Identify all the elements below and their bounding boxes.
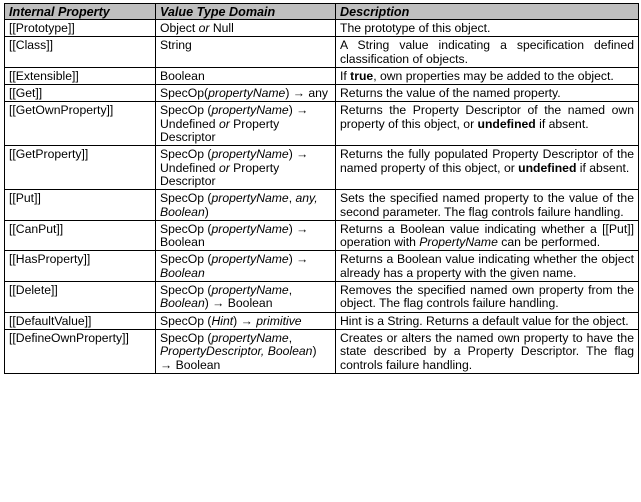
text-run: Boolean <box>160 68 205 83</box>
cell-internal-property: [[DefineOwnProperty]] <box>5 329 156 373</box>
internal-properties-table <box>4 3 639 374</box>
text-run: undefined <box>477 116 536 131</box>
cell-value-type-domain <box>156 85 336 102</box>
text-run: ) → Undefined <box>160 103 309 131</box>
cell-value-type-domain <box>156 220 336 251</box>
cell-internal-property: [[Delete]] <box>5 282 156 313</box>
cell-description <box>336 146 639 190</box>
cell-internal-property: [[DefaultValue]] <box>5 312 156 329</box>
cell-description <box>336 85 639 102</box>
cell-value-type-domain <box>156 312 336 329</box>
table-row <box>5 37 639 68</box>
cell-internal-property: [[HasProperty]] <box>5 251 156 282</box>
cell-description <box>336 251 639 282</box>
text-run: SpecOp ( <box>160 221 212 236</box>
cell-internal-property: [[CanPut]] <box>5 220 156 251</box>
header-description: Description <box>336 4 639 20</box>
cell-value-type-domain <box>156 67 336 84</box>
text-run: true <box>350 68 374 83</box>
header-row <box>5 4 639 20</box>
cell-description <box>336 220 639 251</box>
text-run: SpecOp ( <box>160 313 212 328</box>
cell-internal-property: [[GetOwnProperty]] <box>5 102 156 146</box>
text-run: Returns the Property Descriptor of the named own property of this object, or <box>340 103 634 131</box>
text-run: Returns the fully populated Property Descriptor of the named property of this object, or <box>340 147 634 175</box>
text-run: propertyName <box>211 191 289 206</box>
text-run: ) → any <box>285 86 329 101</box>
text-run: , <box>288 330 293 345</box>
cell-description <box>336 102 639 146</box>
table-body <box>5 20 639 374</box>
text-run: if absent. <box>535 116 589 131</box>
cell-value-type-domain <box>156 37 336 68</box>
text-run: SpecOp ( <box>160 252 212 267</box>
text-run: or <box>218 116 230 131</box>
text-run: primitive <box>256 313 302 328</box>
text-run: ) → Boolean <box>160 221 309 250</box>
text-run: ) → <box>288 252 309 267</box>
table-row <box>5 20 639 37</box>
text-run: can be performed. <box>497 235 601 250</box>
table-header <box>5 4 639 20</box>
text-run: Returns the value of the named property. <box>340 86 561 101</box>
cell-internal-property: [[GetProperty]] <box>5 146 156 190</box>
table-row <box>5 102 639 146</box>
text-run: , own properties may be added to the object. <box>373 68 614 83</box>
table-row <box>5 251 639 282</box>
text-run: Boolean <box>160 265 205 280</box>
cell-internal-property: [[Class]] <box>5 37 156 68</box>
text-run: Returns a Boolean value indicating whether the object already has a property with the given name. <box>340 252 634 280</box>
text-run: ) <box>204 204 209 219</box>
text-run: SpecOp ( <box>160 147 212 162</box>
cell-description <box>336 312 639 329</box>
text-run: ) → <box>233 313 257 328</box>
text-run: , <box>288 191 296 206</box>
text-run: Sets the specified named property to the value of the second parameter. The flag controls failure handling. <box>340 191 634 219</box>
cell-value-type-domain <box>156 251 336 282</box>
text-run: any, Boolean <box>160 191 318 219</box>
table-row <box>5 67 639 84</box>
text-run: Object <box>160 21 199 35</box>
text-run: propertyName <box>208 86 286 101</box>
text-run: ) → Boolean <box>160 344 317 372</box>
table-row <box>5 220 639 251</box>
text-run: propertyName <box>211 147 289 162</box>
text-run: If <box>340 68 351 83</box>
cell-description <box>336 20 639 37</box>
table-row <box>5 85 639 102</box>
text-run: ) → Undefined <box>160 147 309 175</box>
text-run: undefined <box>518 160 577 175</box>
table-row <box>5 329 639 373</box>
table-row <box>5 282 639 313</box>
cell-description <box>336 329 639 373</box>
text-run: Creates or alters the named own property to have the state described by a Property Descriptor. The flag controls failure handling. <box>340 330 634 372</box>
text-run: Returns a Boolean value indicating whether a [[Put]] operation with <box>340 221 634 250</box>
text-run: Property Descriptor <box>160 160 280 188</box>
document-page <box>4 3 638 374</box>
table-row <box>5 190 639 221</box>
text-run: SpecOp( <box>160 86 209 101</box>
text-run: SpecOp ( <box>160 283 212 298</box>
text-run: propertyName <box>211 221 289 236</box>
cell-internal-property: [[Put]] <box>5 190 156 221</box>
cell-description <box>336 37 639 68</box>
cell-internal-property: [[Get]] <box>5 85 156 102</box>
cell-internal-property: [[Prototype]] <box>5 20 156 37</box>
text-run: Hint <box>211 313 234 328</box>
text-run: String <box>160 38 192 53</box>
text-run: Hint is a String. Returns a default value for the object. <box>340 313 629 328</box>
text-run: propertyName <box>211 283 289 298</box>
cell-description <box>336 67 639 84</box>
text-run: Boolean <box>267 344 313 359</box>
text-run: or <box>218 160 230 175</box>
text-run: Null <box>209 21 234 35</box>
text-run: propertyName <box>211 330 289 345</box>
text-run: Property Descriptor <box>160 116 280 145</box>
cell-value-type-domain <box>156 282 336 313</box>
text-run: propertyName <box>211 103 289 118</box>
text-run: propertyName <box>211 252 289 267</box>
table-row <box>5 146 639 190</box>
cell-description <box>336 282 639 313</box>
text-run: PropertyDescriptor, <box>160 344 265 359</box>
text-run: SpecOp ( <box>160 103 212 118</box>
header-value-type-domain: Value Type Domain <box>156 4 336 20</box>
text-run: Boolean <box>160 296 205 311</box>
text-run: A String value indicating a specification defined classification of objects. <box>340 38 634 66</box>
text-run: PropertyName <box>419 235 498 250</box>
cell-value-type-domain <box>156 20 336 37</box>
table-row <box>5 312 639 329</box>
text-run: or <box>198 21 210 35</box>
cell-value-type-domain <box>156 190 336 221</box>
text-run: if absent. <box>576 160 630 175</box>
cell-value-type-domain <box>156 329 336 373</box>
text-run: ) → Boolean <box>204 296 273 311</box>
text-run: , <box>288 283 293 298</box>
text-run: Removes the specified named own property from the object. The flag controls failure handling. <box>340 283 634 311</box>
text-run: The prototype of this object. <box>340 21 491 35</box>
cell-value-type-domain <box>156 146 336 190</box>
cell-internal-property: [[Extensible]] <box>5 67 156 84</box>
cell-value-type-domain <box>156 102 336 146</box>
header-internal-property: Internal Property <box>5 4 156 20</box>
cell-description <box>336 190 639 221</box>
text-run: SpecOp ( <box>160 330 212 345</box>
text-run: SpecOp ( <box>160 191 212 206</box>
